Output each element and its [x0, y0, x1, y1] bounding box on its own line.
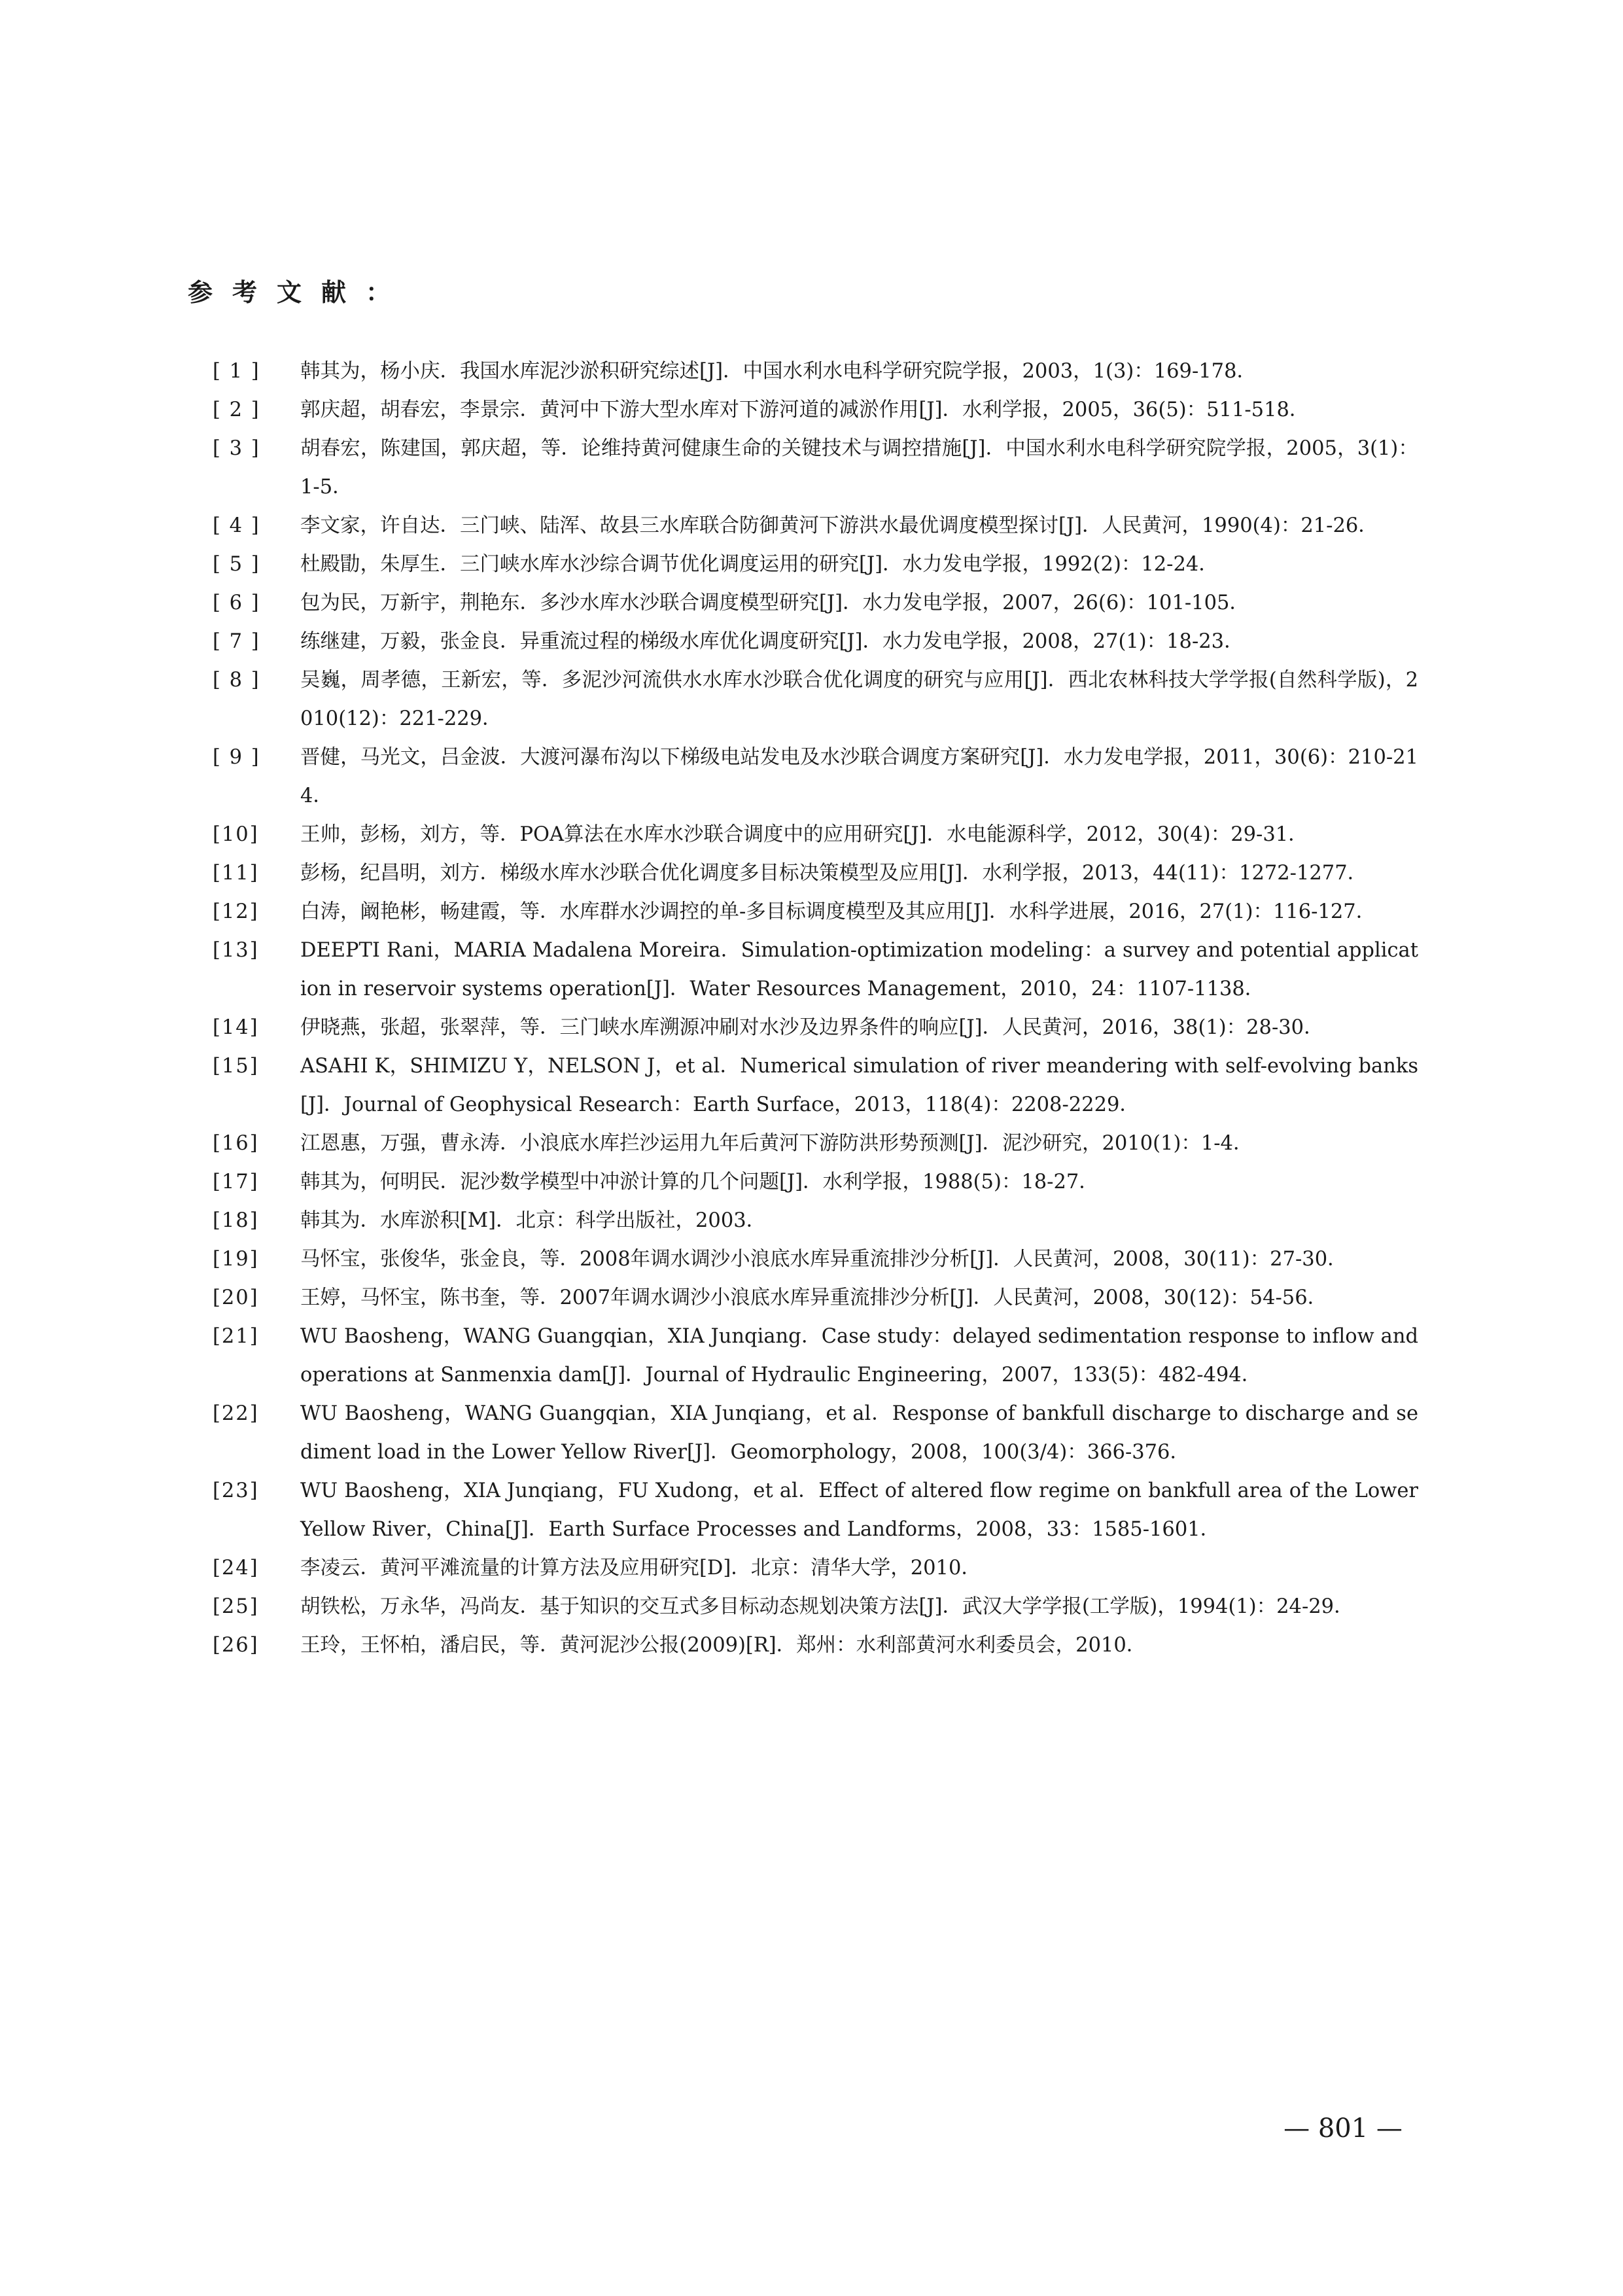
reference-number: [13] [213, 939, 259, 962]
reference-item [213, 1279, 1418, 1317]
reference-text: 王婷，马怀宝，陈书奎，等．2007年调水调沙小浪底水库异重流排沙分析[J]．人民黄河，2008，30(12)：54-56． [300, 1286, 1328, 1309]
reference-number: [ 3 ] [213, 437, 260, 460]
references-heading: 参考文献： [188, 278, 411, 307]
reference-item [213, 622, 1418, 661]
reference-item [213, 506, 1418, 545]
reference-text: 韩其为，何明民．泥沙数学模型中冲淤计算的几个问题[J]．水利学报，1988(5)：18-27． [300, 1171, 1099, 1193]
reference-text: WU Baosheng，XIA Junqiang，FU Xudong，et al．Effect of altered flow regime on bankfull area of the Lower Yellow River，China[J]．Earth Surface Processes and Landforms，2008，33：1585-1601． [300, 1479, 1418, 1541]
reference-item [213, 892, 1418, 931]
reference-item [213, 545, 1418, 584]
reference-text: 李文家，许自达．三门峡、陆浑、故县三水库联合防御黄河下游洪水最优调度模型探讨[J]．人民黄河，1990(4)：21-26． [300, 514, 1378, 537]
reference-text: 王帅，彭杨，刘方，等．POA算法在水库水沙联合调度中的应用研究[J]．水电能源科学，2012，30(4)：29-31． [300, 823, 1308, 846]
reference-item [213, 1008, 1418, 1047]
reference-text: 胡铁松，万永华，冯尚友．基于知识的交互式多目标动态规划决策方法[J]．武汉大学学报(工学版)，1994(1)：24-29． [300, 1595, 1354, 1618]
reference-item [213, 1626, 1418, 1665]
reference-number: [ 2 ] [213, 398, 260, 421]
reference-item [213, 931, 1418, 1008]
reference-text: 包为民，万新宇，荆艳东．多沙水库水沙联合调度模型研究[J]．水力发电学报，2007，26(6)：101-105． [300, 592, 1249, 614]
reference-text: ASAHI K，SHIMIZU Y，NELSON J，et al．Numerical simulation of river meandering with self-evolving banks [J]．Journal of Geophysical Research：Earth Surface，2013，118(4)：2208-2229． [300, 1055, 1418, 1116]
page-number: — 801 — [1283, 2113, 1403, 2144]
reference-number: [ 7 ] [213, 630, 260, 653]
reference-item [213, 1047, 1418, 1124]
reference-text: 郭庆超，胡春宏，李景宗．黄河中下游大型水库对下游河道的减淤作用[J]．水利学报，2005，36(5)：511-518． [300, 398, 1310, 421]
reference-item [213, 854, 1418, 892]
reference-number: [22] [213, 1402, 259, 1425]
reference-text: 练继建，万毅，张金良．异重流过程的梯级水库优化调度研究[J]．水力发电学报，2008，27(1)：18-23． [300, 630, 1244, 653]
reference-item [213, 1587, 1418, 1626]
reference-item [213, 1394, 1418, 1472]
reference-list [213, 352, 1418, 1665]
reference-item [213, 815, 1418, 854]
reference-item [213, 1317, 1418, 1394]
reference-text: 彭杨，纪昌明，刘方．梯级水库水沙联合优化调度多目标决策模型及应用[J]．水利学报，2013，44(11)：1272-1277． [300, 862, 1368, 885]
reference-text: 伊晓燕，张超，张翠萍，等．三门峡水库溯源冲刷对水沙及边界条件的响应[J]．人民黄河，2016，38(1)：28-30． [300, 1016, 1324, 1039]
reference-item [213, 1472, 1418, 1549]
reference-number: [19] [213, 1248, 259, 1271]
reference-number: [ 5 ] [213, 553, 260, 576]
reference-item [213, 1124, 1418, 1163]
reference-text: 胡春宏，陈建国，郭庆超，等．论维持黄河健康生命的关键技术与调控措施[J]．中国水利水电科学研究院学报，2005，3(1)：1-5． [300, 437, 1418, 499]
reference-number: [17] [213, 1171, 259, 1193]
reference-text: 晋健，马光文，吕金波．大渡河瀑布沟以下梯级电站发电及水沙联合调度方案研究[J]．水力发电学报，2011，30(6)：210-214． [300, 746, 1418, 807]
reference-text: 杜殿勖，朱厚生．三门峡水库水沙综合调节优化调度运用的研究[J]．水力发电学报，1992(2)：12-24． [300, 553, 1219, 576]
reference-text: WU Baosheng，WANG Guangqian，XIA Junqiang．Case study：delayed sedimentation response to inflow and operations at Sanmenxia dam[J]．Journal of Hydraulic Engineering，2007，133(5)：482-494． [300, 1325, 1418, 1386]
reference-number: [21] [213, 1325, 259, 1348]
reference-number: [10] [213, 823, 259, 846]
reference-number: [ 4 ] [213, 514, 260, 537]
reference-item [213, 1240, 1418, 1279]
reference-number: [14] [213, 1016, 259, 1039]
reference-number: [23] [213, 1479, 259, 1502]
reference-text: 吴巍，周孝德，王新宏，等．多泥沙河流供水水库水沙联合优化调度的研究与应用[J]．西北农林科技大学学报(自然科学版)，2010(12)：221-229． [300, 669, 1418, 730]
reference-number: [25] [213, 1595, 259, 1618]
reference-text: DEEPTI Rani，MARIA Madalena Moreira．Simulation-optimization modeling：a survey and potential application in reservoir systems operation[J]．Water Resources Management，2010，24：1107-1138． [300, 939, 1418, 1000]
reference-item [213, 1163, 1418, 1201]
reference-number: [26] [213, 1634, 259, 1657]
reference-number: [ 8 ] [213, 669, 260, 692]
reference-item [213, 738, 1418, 815]
reference-number: [ 9 ] [213, 746, 260, 769]
reference-number: [20] [213, 1286, 259, 1309]
reference-number: [12] [213, 900, 259, 923]
reference-item [213, 391, 1418, 429]
reference-item [213, 352, 1418, 391]
reference-item [213, 1201, 1418, 1240]
reference-item [213, 661, 1418, 738]
reference-number: [18] [213, 1209, 259, 1232]
reference-text: 韩其为，杨小庆．我国水库泥沙淤积研究综述[J]．中国水利水电科学研究院学报，2003，1(3)：169-178． [300, 360, 1257, 383]
reference-text: 白涛，阚艳彬，畅建霞，等．水库群水沙调控的单-多目标调度模型及其应用[J]．水科学进展，2016，27(1)：116-127． [300, 900, 1376, 923]
reference-text: 韩其为．水库淤积[M]．北京：科学出版社，2003． [300, 1209, 767, 1232]
reference-number: [ 6 ] [213, 592, 260, 614]
reference-item [213, 584, 1418, 622]
reference-item [213, 429, 1418, 506]
reference-item [213, 1549, 1418, 1587]
reference-text: 江恩惠，万强，曹永涛．小浪底水库拦沙运用九年后黄河下游防洪形势预测[J]．泥沙研究，2010(1)：1-4． [300, 1132, 1253, 1155]
reference-text: 马怀宝，张俊华，张金良，等．2008年调水调沙小浪底水库异重流排沙分析[J]．人民黄河，2008，30(11)：27-30． [300, 1248, 1348, 1271]
reference-number: [16] [213, 1132, 259, 1155]
reference-text: 李凌云．黄河平滩流量的计算方法及应用研究[D]．北京：清华大学，2010． [300, 1557, 981, 1580]
reference-number: [11] [213, 862, 259, 885]
reference-text: WU Baosheng，WANG Guangqian，XIA Junqiang，et al．Response of bankfull discharge to discharge and sediment load in the Lower Yellow River[J]．Geomorphology，2008，100(3/4)：366-376． [300, 1402, 1418, 1464]
reference-number: [15] [213, 1055, 259, 1078]
reference-number: [ 1 ] [213, 360, 260, 383]
reference-text: 王玲，王怀柏，潘启民，等．黄河泥沙公报(2009)[R]．郑州：水利部黄河水利委员会，2010． [300, 1634, 1147, 1657]
reference-number: [24] [213, 1557, 259, 1580]
